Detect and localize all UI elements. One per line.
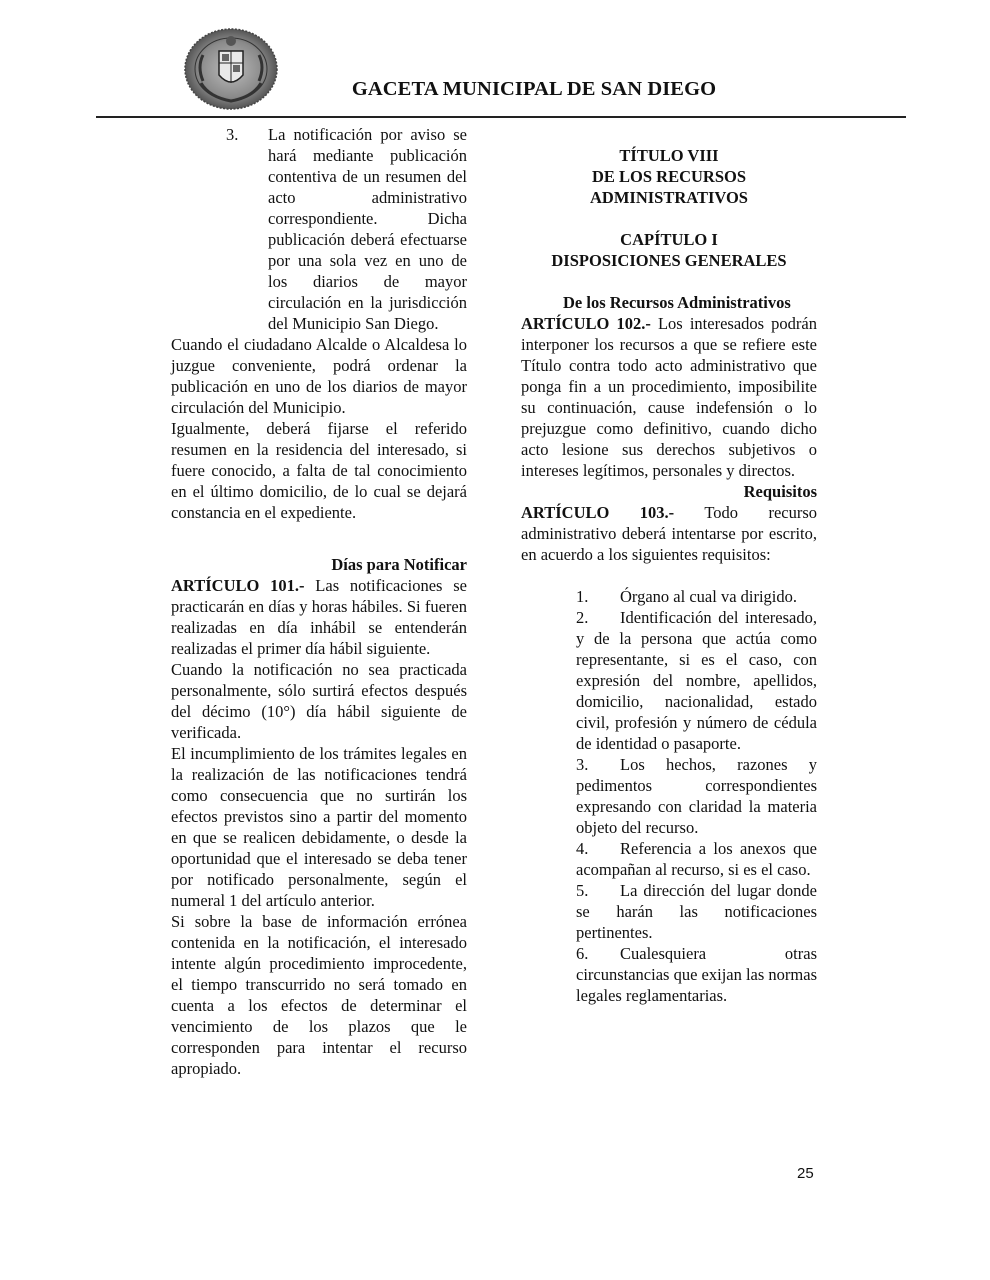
title-heading: ADMINISTRATIVOS bbox=[590, 188, 748, 207]
left-column bbox=[171, 124, 467, 1079]
article-label: ARTÍCULO 103.- bbox=[521, 503, 675, 522]
paragraph: Cuando la notificación no sea practicada personalmente, sólo surtirá efectos después del décimo (10°) día hábil siguiente de verificada. bbox=[171, 660, 467, 742]
list-item bbox=[576, 880, 817, 943]
list-item bbox=[576, 754, 817, 838]
list-item-number: 3. bbox=[226, 125, 239, 144]
list-item-text: Identificación del interesado, y de la persona que actúa como representante, si es el caso, con expresión del nombre, apellidos, domicilio, nacionalidad, estado civil, profesión y número de cédula de identidad o pasaporte. bbox=[576, 608, 817, 753]
section-heading: Días para Notificar bbox=[331, 555, 467, 574]
chapter-heading: CAPÍTULO I bbox=[620, 230, 718, 249]
list-item-number: 3. bbox=[576, 755, 589, 774]
list-item-text: Cualesquiera otras circunstancias que exijan las normas legales reglamentarias. bbox=[576, 944, 817, 1005]
section-heading: Requisitos bbox=[743, 482, 817, 501]
list-item bbox=[576, 838, 817, 880]
chapter-heading: DISPOSICIONES GENERALES bbox=[551, 251, 787, 270]
article-paragraph bbox=[521, 502, 817, 565]
article-label: ARTÍCULO 101.- bbox=[171, 576, 305, 595]
list-item-text: Los hechos, razones y pedimentos correspondientes expresando con claridad la materia objeto del recurso. bbox=[576, 755, 817, 837]
article-text: Los interesados podrán interponer los recursos a que se refiere este Título contra todo acto administrativo que ponga fin a un procedimiento, imposibilite su continuación, cause indefensión o lo prejuzgue como definitivo, cuando dicho acto lesione sus derechos subjetivos o intereses legítimos, personales y directos. bbox=[521, 314, 818, 480]
paragraph: Igualmente, deberá fijarse el referido resumen en la residencia del interesado, si fuere conocido, a falta de tal conocimiento en el último domicilio, de lo cual se dejará constancia en el expediente. bbox=[171, 419, 467, 522]
list-item-text: Órgano al cual va dirigido. bbox=[620, 587, 798, 606]
list-item bbox=[576, 607, 817, 754]
list-item-number: 2. bbox=[576, 608, 589, 627]
list-item-number: 6. bbox=[576, 944, 589, 963]
right-column bbox=[521, 124, 817, 1006]
article-text: Las notificaciones se practicarán en días y horas hábiles. Si fueren realizadas en día inhábil se entenderán realizadas el primer día hábil siguiente. bbox=[171, 576, 467, 658]
list-item-text: La dirección del lugar donde se harán las notificaciones pertinentes. bbox=[576, 881, 817, 942]
list-item-number: 5. bbox=[576, 881, 589, 900]
title-heading: TÍTULO VIII bbox=[619, 146, 719, 165]
article-paragraph bbox=[521, 313, 817, 481]
paragraph: Si sobre la base de información errónea contenida en la notificación, el interesado intente algún procedimiento improcedente, el tiempo transcurrido no será tomado en cuenta a los efectos de determinar el vencimiento de los plazos que le corresponden para intentar el recurso apropiado. bbox=[171, 912, 467, 1078]
page-number: 25 bbox=[797, 1165, 814, 1182]
gazette-title: GACETA MUNICIPAL DE SAN DIEGO bbox=[351, 78, 717, 100]
paragraph: Cuando el ciudadano Alcalde o Alcaldesa lo juzgue conveniente, podrá ordenar la publicación en uno de los diarios de mayor circulación del Municipio. bbox=[171, 335, 467, 417]
list-item-text: La notificación por aviso se hará mediante publicación contentiva de un resumen del acto administrativo correspondiente. Dicha publicación deberá efectuarse por una sola vez en uno de los diarios de mayor circulación en la jurisdicción del Municipio San Diego. bbox=[268, 125, 467, 333]
paragraph: El incumplimiento de los trámites legales en la realización de las notificaciones tendrá como consecuencia que no surtirán los efectos previstos sino a partir del momento en que se realicen debidamente, o desde la oportunidad que el interesado se deba tener por notificado personalmente, según el numeral 1 del artículo anterior. bbox=[171, 744, 467, 910]
article-text: Todo recurso administrativo deberá intentarse por escrito, en acuerdo a los siguientes requisitos: bbox=[521, 503, 818, 564]
list-item bbox=[576, 586, 817, 607]
header-divider bbox=[96, 116, 906, 118]
section-heading: De los Recursos Administrativos bbox=[563, 293, 791, 312]
list-item bbox=[226, 124, 467, 334]
article-paragraph bbox=[171, 575, 467, 659]
title-heading: DE LOS RECURSOS bbox=[591, 167, 747, 186]
requirements-list bbox=[576, 586, 817, 1006]
list-item bbox=[576, 943, 817, 1006]
list-item-number: 4. bbox=[576, 839, 589, 858]
article-label: ARTÍCULO 102.- bbox=[521, 314, 651, 333]
list-item-number: 1. bbox=[576, 587, 589, 606]
list-item-text: Referencia a los anexos que acompañan al recurso, si es el caso. bbox=[576, 839, 817, 879]
